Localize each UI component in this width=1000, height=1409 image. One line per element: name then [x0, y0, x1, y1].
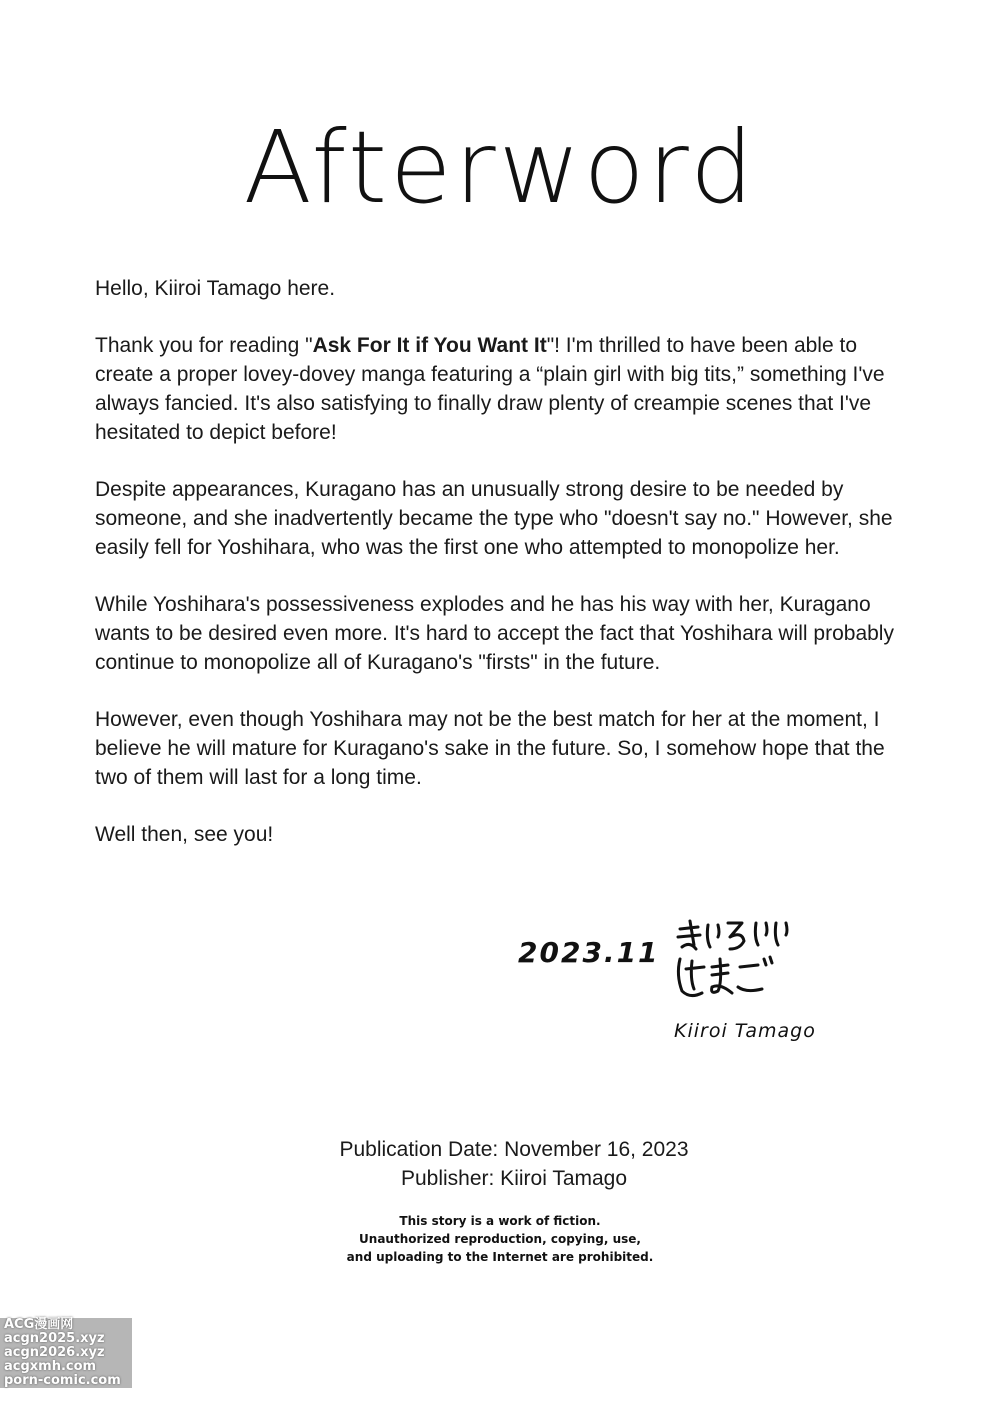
publisher: Publisher: Kiiroi Tamago: [400, 1167, 628, 1190]
watermark-line: acgn2025.xyz: [0, 1332, 132, 1346]
copyright-notice: [0, 1212, 1000, 1266]
paragraph-hope: However, even though Yoshihara may not be the best match for her at the moment, I believe he will mature for Kuragano's sake in the future. So, I somehow hope that the two of them will last for a long time.: [95, 708, 885, 789]
notice-line: Unauthorized reproduction, copying, use,: [359, 1232, 641, 1246]
signature-name: Kiiroi Tamago: [674, 1020, 816, 1042]
paragraph-kuragano: Despite appearances, Kuragano has an unusually strong desire to be needed by someone, and she inadvertently became the type who "doesn't say no." However, she easily fell for Yoshihara, who was the first one who attempted to monopolize her.: [95, 478, 893, 559]
paragraph-greeting: Hello, Kiiroi Tamago here.: [95, 277, 336, 300]
page-title: Afterword: [243, 109, 757, 226]
publication-date: Publication Date: November 16, 2023: [339, 1138, 689, 1161]
paragraph-farewell: Well then, see you!: [95, 823, 274, 846]
site-watermark: [0, 1318, 132, 1388]
colophon: [0, 1135, 1000, 1193]
watermark-line: porn-comic.com: [0, 1374, 132, 1388]
signature-date: 2023.11: [518, 936, 660, 969]
thanks-lead: Thank you for reading ": [95, 334, 313, 357]
work-title: Ask For It if You Want It: [312, 334, 547, 357]
watermark-line: acgn2026.xyz: [0, 1346, 132, 1360]
afterword-body: [95, 274, 915, 877]
notice-line: This story is a work of fiction.: [399, 1214, 601, 1228]
watermark-line: ACG漫画网: [0, 1318, 132, 1332]
paragraph-thanks: [95, 331, 915, 447]
handwritten-signature-mark: [672, 915, 802, 1015]
notice-line: and uploading to the Internet are prohibited.: [346, 1250, 654, 1264]
watermark-line: acgxmh.com: [0, 1360, 132, 1374]
thanks-rest: "! I'm thrilled to have been able to create a proper lovey-dovey manga featuring a “plain girl with big tits,” something I've always fancied. It's also satisfying to finally draw plenty of creampie scenes that I've hesitated to depict before!: [95, 334, 885, 444]
paragraph-yoshihara: While Yoshihara's possessiveness explodes and he has his way with her, Kuragano wants to be desired even more. It's hard to accept the fact that Yoshihara will probably continue to monopolize all of Kuragano's "firsts" in the future.: [95, 593, 894, 674]
